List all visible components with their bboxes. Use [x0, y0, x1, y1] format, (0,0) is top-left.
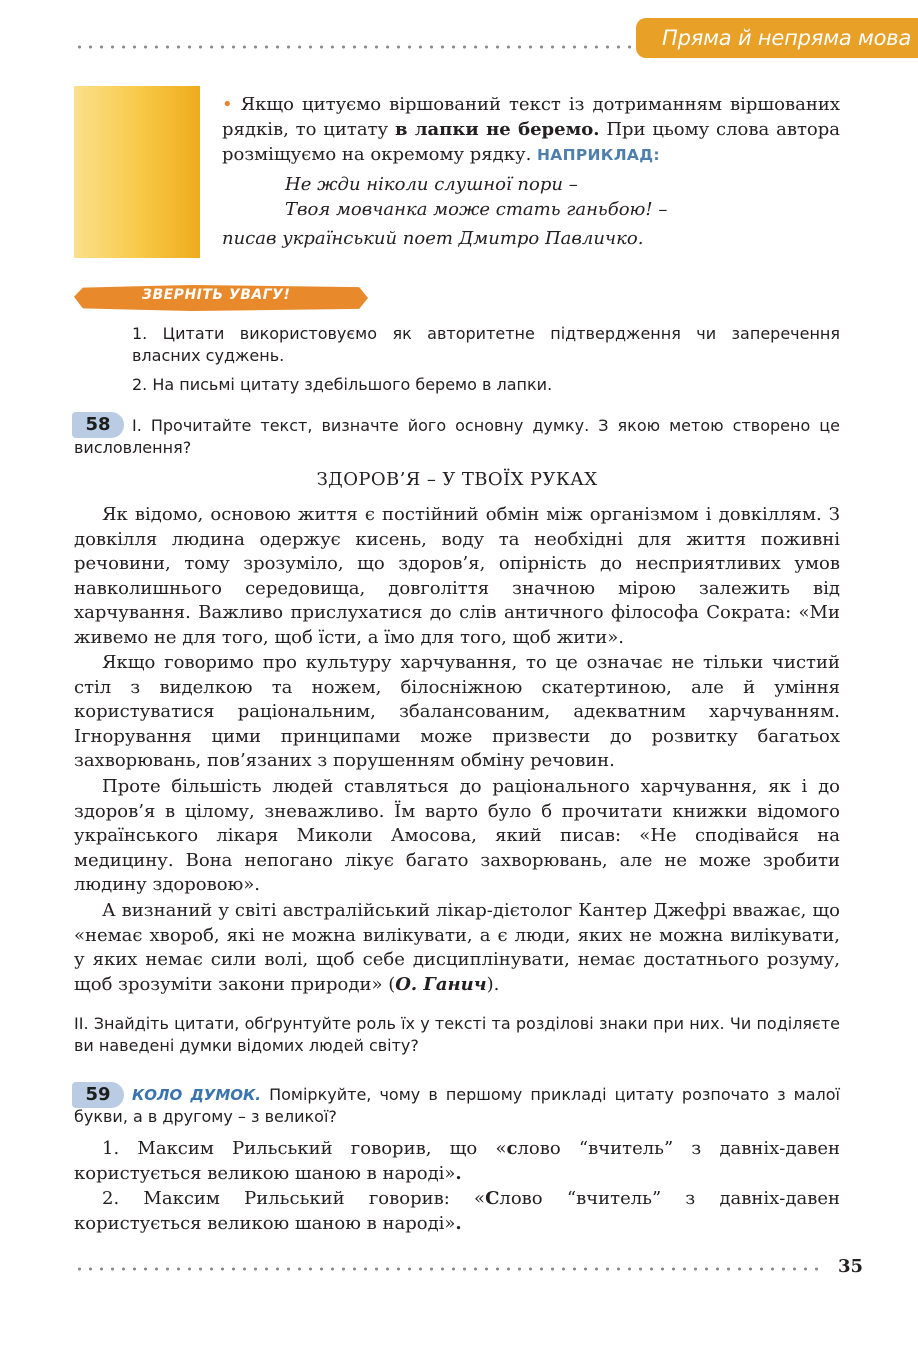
- paragraph-part: ).: [486, 973, 500, 995]
- paragraph-part: А визнаний у світі австралійський лікар-дієтолог Кантер Джефрі вважає, що «немає хвороб, які не можна вилікувати, а є люди, яких не можна вилікувати, у яких немає сили волі, щоб себе дисциплінувати, немає достатнього розуму, щоб зрозуміти закони природи» (: [74, 900, 840, 995]
- rule-text-part: При цьому слова автора розміщуємо на окремому рядку.: [222, 119, 840, 165]
- example-label: НАПРИКЛАД:: [537, 146, 660, 164]
- attention-item: 2. На письмі цитату здебільшого беремо в лапки.: [132, 375, 553, 394]
- text-title: ЗДОРОВ’Я – У ТВОЇХ РУКАХ: [316, 469, 598, 490]
- kolo-dumok-label: КОЛО ДУМОК.: [132, 1086, 262, 1104]
- rule-text: [222, 92, 840, 168]
- exercise-task: І. Прочитайте текст, визначте його основну думку. З якою метою створено це висловлення?: [74, 416, 840, 457]
- example-bold-letter: С: [485, 1188, 500, 1209]
- exercise-task-ii: ІІ. Знайдіть цитати, обґрунтуйте роль їх у тексті та розділові знаки при них. Чи поділяєте ви наведені думки відомих людей світу?: [74, 1014, 840, 1055]
- exercise-number-badge: 59: [72, 1082, 124, 1108]
- header-dotted-line: [74, 44, 640, 50]
- example-sentence: [74, 1137, 840, 1186]
- text-paragraph: Як відомо, основою життя є постійний обмін між організмом і довкіллям. З довкілля людина одержує кисень, воду та необхідні для життя поживні речовини, тому зрозуміло, що здоров’я, опірність до несприятливих умов навколишнього середовища, довголіття значною мірою залежить від харчування. Важливо прислухатися до слів античного філософа Сократа: «Ми живемо не для того, щоб їсти, а їмо для того, щоб жити».: [74, 504, 840, 648]
- example-part: лово “вчитель” з давніх-давен користується великою шаною в народі»: [74, 1138, 840, 1184]
- example-bold-punct: .: [455, 1212, 462, 1234]
- exercise-task-text: Поміркуйте, чому в першому прикладі цитату розпочато з малої букви, а в другому – з великої?: [74, 1085, 840, 1126]
- example-bold-punct: .: [455, 1162, 462, 1184]
- text-paragraph: Якщо говоримо про культуру харчування, то це означає не тільки чистий стіл з виделкою та ножем, білосніжною скатертиною, але й уміння користуватися раціональним, збалансованим, адекватним харчуванням. Ігнорування цими принципами може призвести до розвитку багатьох захворювань, пов’язаних з порушенням обміну речовин.: [74, 652, 840, 772]
- source-author: О. Ганич: [395, 973, 487, 995]
- poem-line: Не жди ніколи слушної пори –: [285, 174, 578, 195]
- bullet-icon: •: [222, 94, 233, 115]
- attention-item: 1. Цитати використовуємо як авторитетне підтвердження чи заперечення власних суджень.: [132, 324, 840, 365]
- exercise-task: [74, 1084, 840, 1128]
- rule-text-part: Якщо цитуємо віршований текст із дотриманням віршованих рядків, то цитату: [222, 94, 840, 140]
- example-sentence: [74, 1187, 840, 1236]
- example-bold-letter: с: [506, 1138, 518, 1159]
- exercise-number-badge: 58: [72, 412, 124, 438]
- attention-label: ЗВЕРНІТЬ УВАГУ!: [142, 287, 291, 303]
- text-paragraph: [74, 899, 840, 997]
- text-paragraph: Проте більшість людей ставляться до раціонального харчування, як і до здоров’я в цілому, зневажливо. Їм варто було б прочитати книжки відомого українського лікаря Миколи Амосова, який писав: «Не сподівайся на медицину. Вона непогано лікує багато захворювань, але не може зробити людину здоровою».: [74, 776, 840, 896]
- rule-text-bold: в лапки не беремо.: [394, 119, 600, 140]
- section-title: Пряма й непряма мова: [636, 18, 918, 58]
- page-number: 35: [838, 1256, 864, 1277]
- example-part: лово “вчитель” з давніх-давен користується великою шаною в народі»: [74, 1188, 840, 1234]
- footer-dotted-line: [74, 1266, 824, 1272]
- poem-quote: [285, 172, 667, 222]
- rule-decor-bar: [74, 86, 200, 258]
- poem-author: писав український поет Дмитро Павличко.: [222, 228, 644, 249]
- poem-line: Твоя мовчанка може стать ганьбою! –: [285, 199, 668, 220]
- example-part: 1. Максим Рильський говорив, що «: [102, 1138, 507, 1159]
- example-part: 2. Максим Рильський говорив: «: [102, 1188, 486, 1209]
